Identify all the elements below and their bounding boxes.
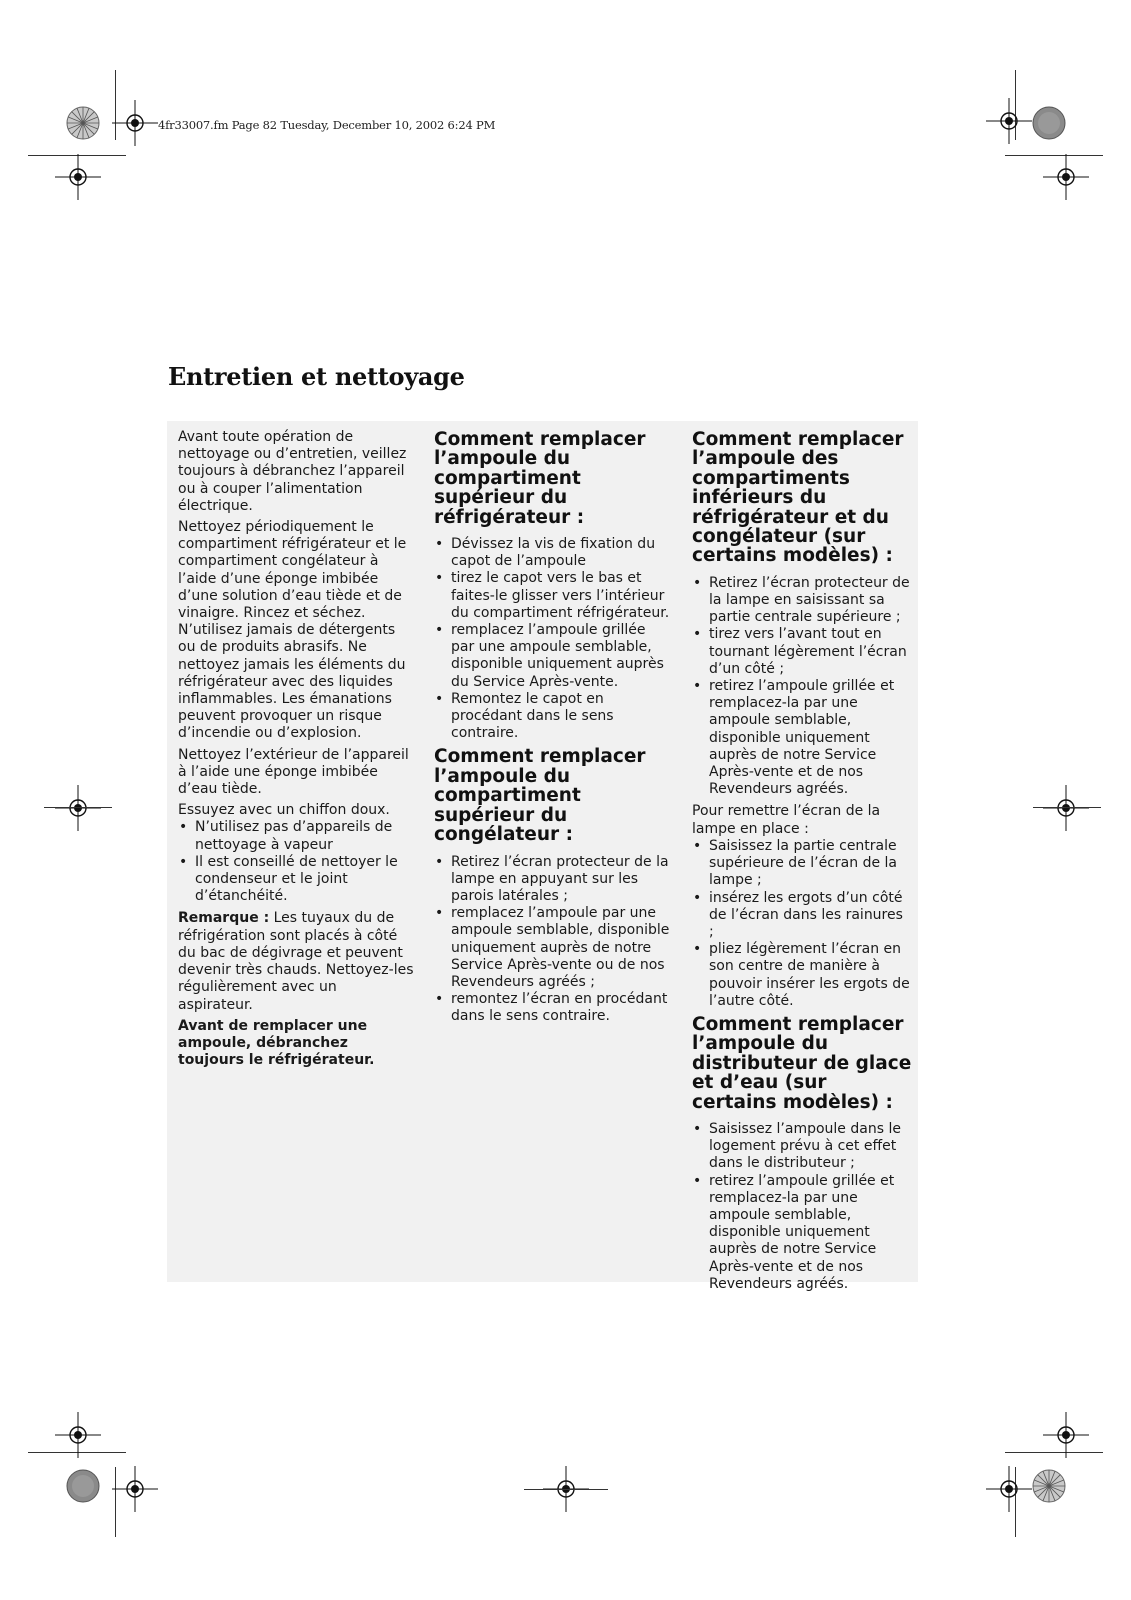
paragraph-unplug: Avant toute opération de nettoyage ou d’entretien, veillez toujours à débranchez l’appareil ou à couper l’alimentation électrique. (178, 429, 407, 514)
column-lower-bulbs (681, 421, 918, 1292)
heading-fridge-upper-bulb: Comment remplacer l’ampoule du compartiment supérieur du réfrigérateur : (434, 429, 646, 528)
list-item: • pliez légèrement l’écran en son centre de manière à pouvoir insérer les ergots de l’autre côté. (692, 941, 912, 1010)
list-item: • remplacez l’ampoule grillée par une ampoule semblable, disponible uniquement auprès du Service Après-vente. (434, 622, 673, 691)
starburst-target-icon (1032, 1469, 1066, 1503)
list-item: • Retirez l’écran protecteur de la lampe en appuyant sur les parois latérales ; (434, 854, 673, 906)
registration-mark-icon (1043, 785, 1089, 831)
list-item: • remplacez l’ampoule par une ampoule semblable, disponible uniquement auprès de notre Service Après-vente ou de nos Revendeurs agréés ; (434, 905, 673, 991)
list-item: • insérez les ergots d’un côté de l’écran dans les rainures ; (692, 890, 912, 942)
list-item: • remontez l’écran en procédant dans le sens contraire. (434, 991, 673, 1025)
crop-line-bottom-center (524, 1489, 608, 1490)
list-item: • retirez l’ampoule grillée et remplacez-la par une ampoule semblable, disponible uniquement auprès de notre Service Après-vente et de nos Revendeurs agréés. (692, 1173, 912, 1293)
paragraph-interior-cleaning: Nettoyez périodiquement le compartiment réfrigérateur et le compartiment congélateur à l’aide d’une éponge imbibée d’une solution d’eau tiède et de vinaigre. Rincez et séchez. N’utilisez jamais de détergents ou de produits abrasifs. Ne nettoyez jamais les éléments du réfrigérateur avec des liquides inflammables. Les émanations peuvent provoquer un risque d’incendie ou d’explosion. (178, 519, 407, 742)
heading-freezer-upper-bulb: Comment remplacer l’ampoule du compartiment supérieur du congélateur : (434, 746, 646, 846)
crop-line-mid-left (44, 807, 112, 808)
paragraph-refit-screen: Pour remettre l’écran de la lampe en place : (692, 803, 881, 837)
list-item: • N’utilisez pas d’appareils de nettoyage à vapeur (178, 819, 416, 853)
list-item: • Dévissez la vis de fixation du capot de l’ampoule (434, 536, 673, 570)
registration-mark-icon (112, 100, 158, 146)
note-text: Les tuyaux du de réfrigération sont placés à côté du bac de dégivrage et peuvent devenir très chauds. Nettoyez-les régulièrement avec un aspirateur. (178, 910, 414, 1013)
content-panel (167, 421, 918, 1292)
running-head: 4fr33007.fm Page 82 Tuesday, December 10, 2002 6:24 PM (158, 118, 496, 132)
list-item: • tirez le capot vers le bas et faites-le glisser vers l’intérieur du compartiment réfrigérateur. (434, 570, 673, 622)
refit-screen-bullet-list (692, 838, 912, 1010)
freezer-upper-bullet-list (434, 854, 673, 1026)
starburst-target-icon (66, 106, 100, 140)
list-item: • tirez vers l’avant tout en tournant légèrement l’écran d’un côté ; (692, 626, 912, 678)
registration-mark-icon (986, 98, 1032, 144)
paragraph-warning: Avant de remplacer une ampoule, débranchez toujours le réfrigérateur. (178, 1017, 375, 1069)
paragraph-note (178, 910, 416, 1013)
list-item: • Retirez l’écran protecteur de la lampe en saisissant sa partie centrale supérieure ; (692, 575, 912, 627)
dispenser-bullet-list (692, 1121, 912, 1293)
heading-lower-compartments-bulb: Comment remplacer l’ampoule des compartiments inférieurs du réfrigérateur et du congélateur (sur certains modèles) : (692, 429, 904, 567)
list-item: • Remontez le capot en procédant dans le sens contraire. (434, 691, 673, 743)
page-title: Entretien et nettoyage (168, 362, 465, 391)
registration-mark-icon (112, 1466, 158, 1512)
paragraph-wipe: Essuyez avec un chiffon doux. (178, 802, 390, 819)
registration-mark-icon (1043, 1412, 1089, 1458)
list-item: • Il est conseillé de nettoyer le condenseur et le joint d’étanchéité. (178, 854, 416, 906)
lower-bulb-bullet-list (692, 575, 912, 799)
paragraph-exterior-cleaning: Nettoyez l’extérieur de l’appareil à l’aide une éponge imbibée d’eau tiède. (178, 746, 409, 798)
list-item: • Saisissez l’ampoule dans le logement prévu à cet effet dans le distributeur ; (692, 1121, 912, 1173)
registration-mark-icon (986, 1466, 1032, 1512)
list-item: • retirez l’ampoule grillée et remplacez-la par une ampoule semblable, disponible uniquement auprès de notre Service Après-vente et de nos Revendeurs agréés. (692, 678, 912, 798)
gray-target-icon (66, 1469, 100, 1503)
registration-mark-icon (55, 785, 101, 831)
gray-target-icon (1032, 106, 1066, 140)
registration-mark-icon (1043, 154, 1089, 200)
note-label: Remarque : (178, 910, 270, 927)
registration-mark-icon (55, 154, 101, 200)
heading-dispenser-bulb: Comment remplacer l’ampoule du distributeur de glace et d’eau (sur certains modèles) : (692, 1013, 912, 1113)
registration-mark-icon (55, 1412, 101, 1458)
list-item: • Saisissez la partie centrale supérieure de l’écran de la lampe ; (692, 838, 912, 890)
column-cleaning (167, 421, 424, 1282)
column-upper-bulbs (424, 421, 681, 1282)
cleaning-bullet-list (178, 819, 416, 905)
fridge-upper-bullet-list (434, 536, 673, 742)
crop-line-mid-right (1033, 807, 1101, 808)
